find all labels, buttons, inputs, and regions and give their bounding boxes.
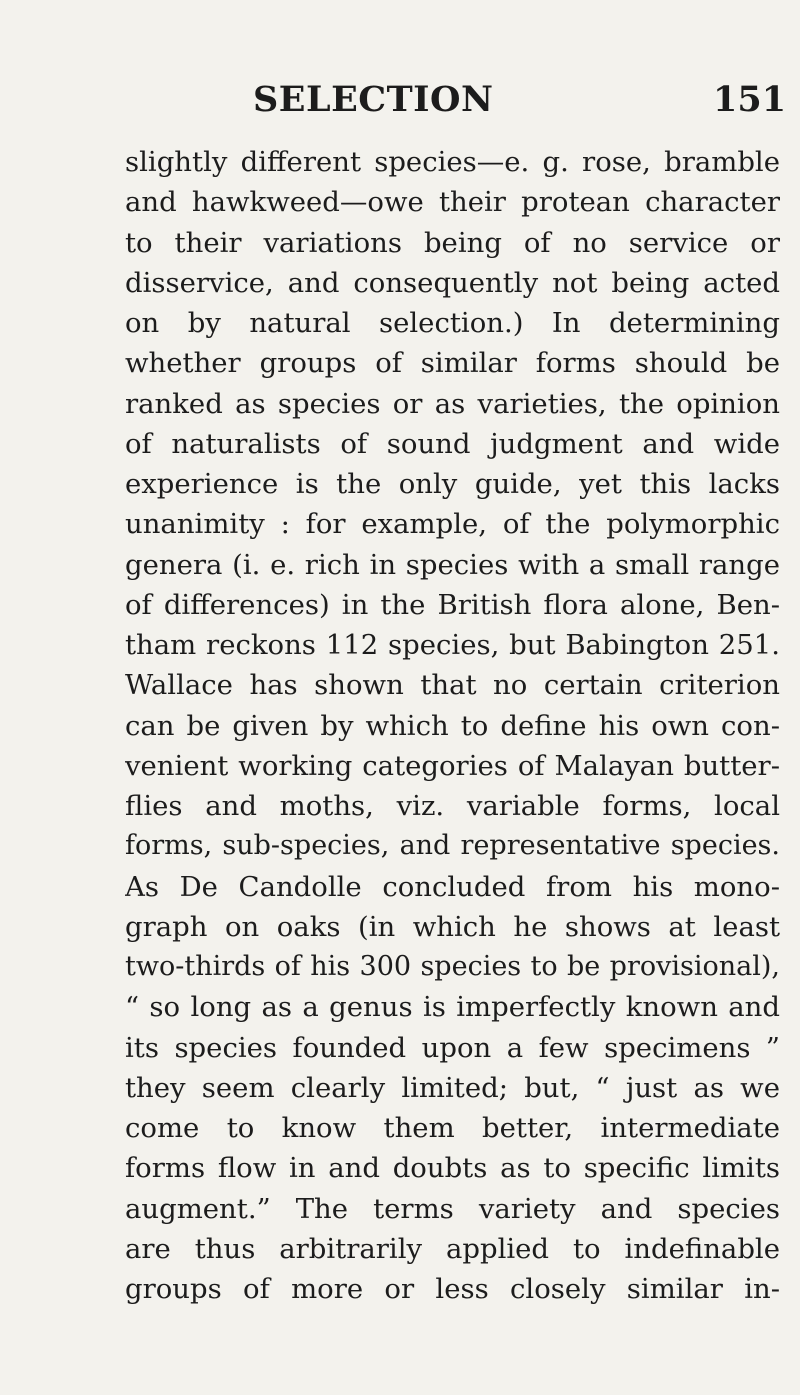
text-line: ranked as species or as varieties, the opinion <box>125 387 780 420</box>
text-line: tham reckons 112 species, but Babington 251. <box>125 629 780 661</box>
text-line: slightly different species—e. g. rose, bramble <box>125 146 780 178</box>
text-line: groups of more or less closely similar in- <box>125 1273 780 1305</box>
page-header <box>0 80 800 130</box>
text-line: can be given by which to define his own con- <box>125 709 780 742</box>
text-line: forms, sub-species, and representative species. <box>125 830 780 862</box>
text-line: As De Candolle concluded from his mono- <box>125 870 780 903</box>
text-line: are thus arbitrarily applied to indefinable <box>125 1232 780 1265</box>
text-line: augment.” The terms variety and species <box>125 1192 780 1225</box>
text-line: come to know them better, intermediate <box>125 1112 780 1144</box>
text-line: graph on oaks (in which he shows at least <box>125 910 780 943</box>
body-text <box>125 142 780 1309</box>
text-line: experience is the only guide, yet this lacks <box>125 468 780 500</box>
text-line: on by natural selection.) In determining <box>125 307 780 339</box>
text-line: of differences) in the British flora alone, Ben- <box>125 588 780 621</box>
text-line: to their variations being of no service or <box>125 226 780 259</box>
text-line: they seem clearly limited; but, “ just as we <box>125 1071 780 1104</box>
running-head: SELECTION <box>253 79 494 120</box>
text-line: disservice, and consequently not being acted <box>125 266 780 299</box>
text-line: “ so long as a genus is imperfectly known and <box>125 991 780 1024</box>
text-line: genera (i. e. rich in species with a small range <box>125 548 780 581</box>
text-line: of naturalists of sound judgment and wide <box>125 427 780 460</box>
text-line: and hawkweed—owe their protean character <box>125 186 780 219</box>
page-number: 151 <box>713 79 787 120</box>
text-line: flies and moths, viz. variable forms, local <box>125 790 780 822</box>
text-line: its species founded upon a few specimens ” <box>125 1031 780 1064</box>
text-line: whether groups of similar forms should be <box>125 347 780 380</box>
text-line: unanimity : for example, of the polymorphic <box>125 508 780 541</box>
text-line: venient working categories of Malayan butter- <box>125 749 780 782</box>
text-line: two-thirds of his 300 species to be provisional), <box>125 951 780 982</box>
text-line: Wallace has shown that no certain criterion <box>125 669 780 702</box>
text-line: forms flow in and doubts as to specific limits <box>125 1152 780 1185</box>
